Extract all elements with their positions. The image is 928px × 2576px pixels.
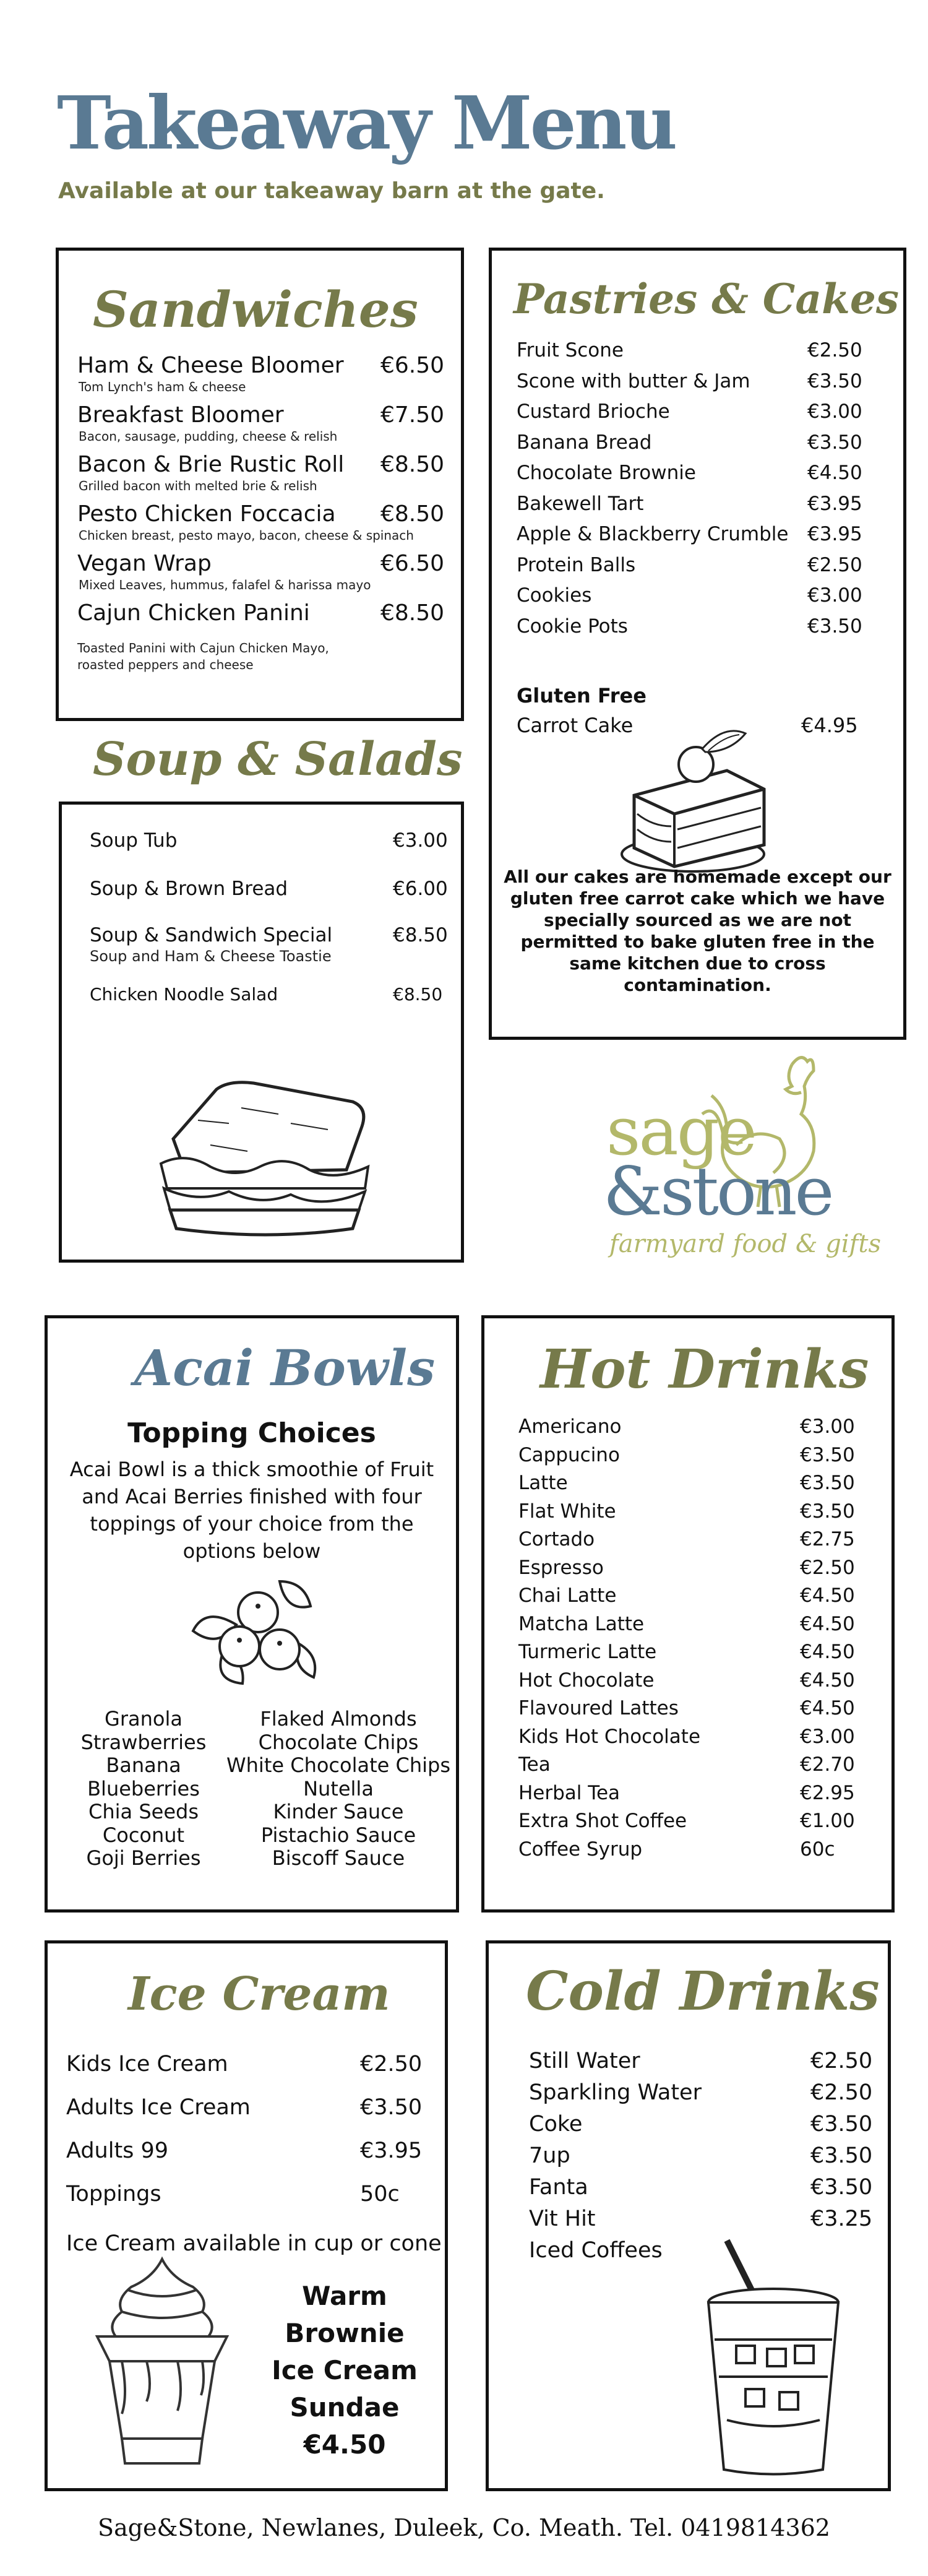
item-name: Still Water <box>529 2049 640 2073</box>
hot-drinks-section <box>481 1315 895 1913</box>
item-name: Extra Shot Coffee <box>518 1810 687 1832</box>
item-name: Kids Hot Chocolate <box>518 1725 701 1748</box>
notice-line: gluten free carrot cake which we have <box>510 888 885 909</box>
item-price: €2.70 <box>800 1753 855 1776</box>
item-name: Cajun Chicken Panini <box>77 600 310 626</box>
item-name: Vegan Wrap <box>77 551 212 576</box>
item-name: Americano <box>518 1416 622 1438</box>
item-name: Custard Brioche <box>517 400 670 423</box>
item-price: €3.25 <box>810 2206 873 2231</box>
logo-tagline: farmyard food & gifts <box>609 1230 882 1258</box>
soup-section <box>59 802 464 1263</box>
panini-description: Toasted Panini with Cajun Chicken Mayo, <box>77 641 329 655</box>
topping-item: Blueberries <box>87 1776 200 1800</box>
item-name: Hot Chocolate <box>518 1669 655 1692</box>
topping-item: Strawberries <box>80 1730 207 1754</box>
item-name: Chai Latte <box>518 1584 617 1607</box>
item-price: €2.50 <box>807 553 862 576</box>
item-name: Vit Hit <box>529 2206 596 2231</box>
sundae-line: Warm <box>302 2281 387 2311</box>
item-price: €4.50 <box>807 462 862 484</box>
item-price: €3.00 <box>800 1725 855 1748</box>
topping-item: Chia Seeds <box>88 1800 199 1823</box>
item-price: €2.50 <box>810 2049 873 2073</box>
item-description: Tom Lynch's ham & cheese <box>79 379 246 394</box>
item-price: €3.50 <box>360 2095 423 2120</box>
item-name: 7up <box>529 2143 570 2168</box>
item-name: Pesto Chicken Foccacia <box>77 501 336 527</box>
topping-item: Pistachio Sauce <box>260 1823 416 1847</box>
item-price: €2.50 <box>810 2080 873 2105</box>
item-price: €1.00 <box>800 1810 855 1832</box>
item-price: €3.50 <box>810 2143 873 2168</box>
item-price: 60c <box>800 1838 835 1861</box>
item-price: €8.50 <box>380 600 445 626</box>
sundae-line: Ice Cream <box>272 2355 418 2385</box>
topping-item: White Chocolate Chips <box>226 1753 450 1777</box>
item-price: €3.00 <box>393 829 448 852</box>
item-name: Bakewell Tart <box>517 492 644 515</box>
item-name: Soup & Sandwich Special <box>90 924 333 946</box>
item-name: Matcha Latte <box>518 1612 645 1635</box>
item-price: €6.00 <box>393 878 448 900</box>
item-price: €2.50 <box>360 2052 423 2077</box>
item-description: Grilled bacon with melted brie & relish <box>79 478 317 493</box>
item-price: €8.50 <box>380 501 445 527</box>
item-price: €2.50 <box>800 1556 855 1579</box>
item-price: €2.75 <box>800 1528 855 1550</box>
item-price: €3.00 <box>800 1416 855 1438</box>
topping-item: Granola <box>105 1707 183 1731</box>
topping-item: Coconut <box>102 1823 185 1847</box>
item-name: Apple & Blackberry Crumble <box>517 523 789 545</box>
item-price: €8.50 <box>380 452 445 477</box>
item-price: €4.50 <box>800 1641 855 1663</box>
page-title: Takeaway Menu <box>57 80 676 166</box>
page-subtitle: Available at our takeaway barn at the gate. <box>58 178 605 204</box>
item-description: Bacon, sausage, pudding, cheese & relish <box>79 429 338 444</box>
sandwiches-heading: Sandwiches <box>93 280 418 339</box>
item-name: Turmeric Latte <box>518 1641 657 1663</box>
item-name: Coffee Syrup <box>518 1838 643 1861</box>
item-price: €6.50 <box>380 551 445 576</box>
cold-drinks-heading: Cold Drinks <box>526 1960 880 2023</box>
footer-address: Sage&Stone, Newlanes, Duleek, Co. Meath. Tel. 0419814362 <box>98 2514 830 2541</box>
topping-item: Kinder Sauce <box>273 1800 404 1823</box>
item-description: Chicken breast, pesto mayo, bacon, cheese & spinach <box>79 528 414 543</box>
item-price: 50c <box>360 2182 400 2206</box>
item-name: Sparkling Water <box>529 2080 702 2105</box>
item-description: Mixed Leaves, hummus, falafel & harissa mayo <box>79 577 371 592</box>
item-name: Espresso <box>518 1556 604 1579</box>
sundae-line: €4.50 <box>303 2429 386 2460</box>
topping-choices-heading: Topping Choices <box>127 1417 376 1449</box>
item-price: €4.50 <box>800 1697 855 1719</box>
pastries-section <box>489 248 906 1040</box>
item-name: Bacon & Brie Rustic Roll <box>77 452 345 477</box>
item-name: Coke <box>529 2112 583 2137</box>
logo-sage: sage <box>606 1093 755 1170</box>
topping-item: Biscoff Sauce <box>272 1846 405 1870</box>
item-name: Iced Coffees <box>529 2238 663 2263</box>
item-price: €2.50 <box>807 339 862 361</box>
item-description: Soup and Ham & Cheese Toastie <box>90 948 332 965</box>
item-name: Kids Ice Cream <box>66 2052 228 2077</box>
item-name: Adults Ice Cream <box>66 2095 251 2120</box>
item-name: Protein Balls <box>517 553 636 576</box>
iced-coffee-illustration <box>699 2234 848 2482</box>
sundae-line: Brownie <box>285 2318 405 2348</box>
item-price: €7.50 <box>380 402 445 428</box>
item-price: €3.00 <box>807 584 862 607</box>
item-name: Chocolate Brownie <box>517 462 696 484</box>
item-name: Cortado <box>518 1528 595 1550</box>
item-price: €3.50 <box>800 1472 855 1494</box>
acai-berries-icon <box>187 1569 323 1687</box>
panini-description-2: roasted peppers and cheese <box>77 657 254 672</box>
item-price: €6.50 <box>380 353 445 378</box>
topping-item: Banana <box>106 1753 181 1777</box>
item-name: Soup Tub <box>90 829 178 852</box>
notice-line: specially sourced as we are not <box>544 910 851 930</box>
logo-stone: &stone <box>603 1153 832 1230</box>
ice-cream-heading: Ice Cream <box>128 1968 390 2021</box>
item-price: €3.95 <box>807 492 862 515</box>
cake-illustration <box>616 721 783 882</box>
item-name: Chicken Noodle Salad <box>90 984 278 1005</box>
item-price: €4.95 <box>801 714 858 737</box>
item-name: Flat White <box>518 1500 616 1523</box>
item-name: Soup & Brown Bread <box>90 878 288 900</box>
sandwiches-section <box>56 248 464 721</box>
item-name: Breakfast Bloomer <box>77 402 284 428</box>
item-price: €4.50 <box>800 1612 855 1635</box>
item-name: Flavoured Lattes <box>518 1697 679 1719</box>
item-name: Cookies <box>517 584 592 607</box>
item-name: Fruit Scone <box>517 339 624 361</box>
description-line: Acai Bowl is a thick smoothie of Fruit <box>69 1458 434 1481</box>
item-price: €3.50 <box>807 615 862 638</box>
item-name: Cookie Pots <box>517 615 628 638</box>
pastries-heading: Pastries & Cakes <box>513 275 899 323</box>
notice-line: same kitchen due to cross <box>569 953 826 974</box>
item-name: Adults 99 <box>66 2138 169 2163</box>
item-price: €3.50 <box>807 370 862 392</box>
item-name: Ham & Cheese Bloomer <box>77 353 344 378</box>
ice-cream-note: Ice Cream available in cup or cone <box>66 2231 442 2256</box>
item-price: €8.50 <box>393 924 448 946</box>
item-name: Fanta <box>529 2175 588 2200</box>
acai-section <box>45 1315 459 1913</box>
item-name: Toppings <box>66 2182 161 2206</box>
item-name: Tea <box>518 1753 551 1776</box>
gluten-free-label: Gluten Free <box>517 684 647 707</box>
topping-item: Nutella <box>303 1776 374 1800</box>
notice-line: contamination. <box>624 975 771 995</box>
item-price: €3.50 <box>807 431 862 454</box>
cold-drinks-section <box>486 1940 891 2491</box>
item-price: €3.50 <box>800 1443 855 1466</box>
notice-line: All our cakes are homemade except our <box>504 867 891 887</box>
item-name: Scone with butter & Jam <box>517 370 750 392</box>
sandwich-illustration <box>148 1065 384 1250</box>
notice-line: permitted to bake gluten free in the <box>520 931 875 952</box>
description-line: and Acai Berries finished with four <box>82 1485 422 1508</box>
description-line: options below <box>183 1539 321 1563</box>
item-price: €3.50 <box>810 2175 873 2200</box>
sundae-line: Sundae <box>290 2392 400 2423</box>
item-price: €3.50 <box>800 1500 855 1523</box>
topping-item: Goji Berries <box>86 1846 201 1870</box>
item-name: Cappucino <box>518 1443 620 1466</box>
acai-heading: Acai Bowls <box>134 1339 436 1397</box>
item-price: €3.95 <box>360 2138 423 2163</box>
item-price: €2.95 <box>800 1781 855 1804</box>
item-price: €4.50 <box>800 1669 855 1692</box>
item-price: €3.95 <box>807 523 862 545</box>
topping-item: Flaked Almonds <box>260 1707 417 1731</box>
item-name: Latte <box>518 1472 568 1494</box>
topping-item: Chocolate Chips <box>258 1730 419 1754</box>
item-name: Carrot Cake <box>517 714 634 737</box>
item-price: €3.00 <box>807 400 862 423</box>
ice-cream-section <box>45 1940 448 2491</box>
item-price: €4.50 <box>800 1584 855 1607</box>
hot-drinks-heading: Hot Drinks <box>540 1338 869 1401</box>
item-price: €3.50 <box>810 2112 873 2137</box>
soup-heading: Soup & Salads <box>93 733 463 786</box>
item-name: Herbal Tea <box>518 1781 621 1804</box>
item-name: Banana Bread <box>517 431 652 454</box>
sundae-illustration <box>85 2253 239 2476</box>
description-line: toppings of your choice from the <box>90 1512 414 1536</box>
item-price: €8.50 <box>393 984 443 1005</box>
